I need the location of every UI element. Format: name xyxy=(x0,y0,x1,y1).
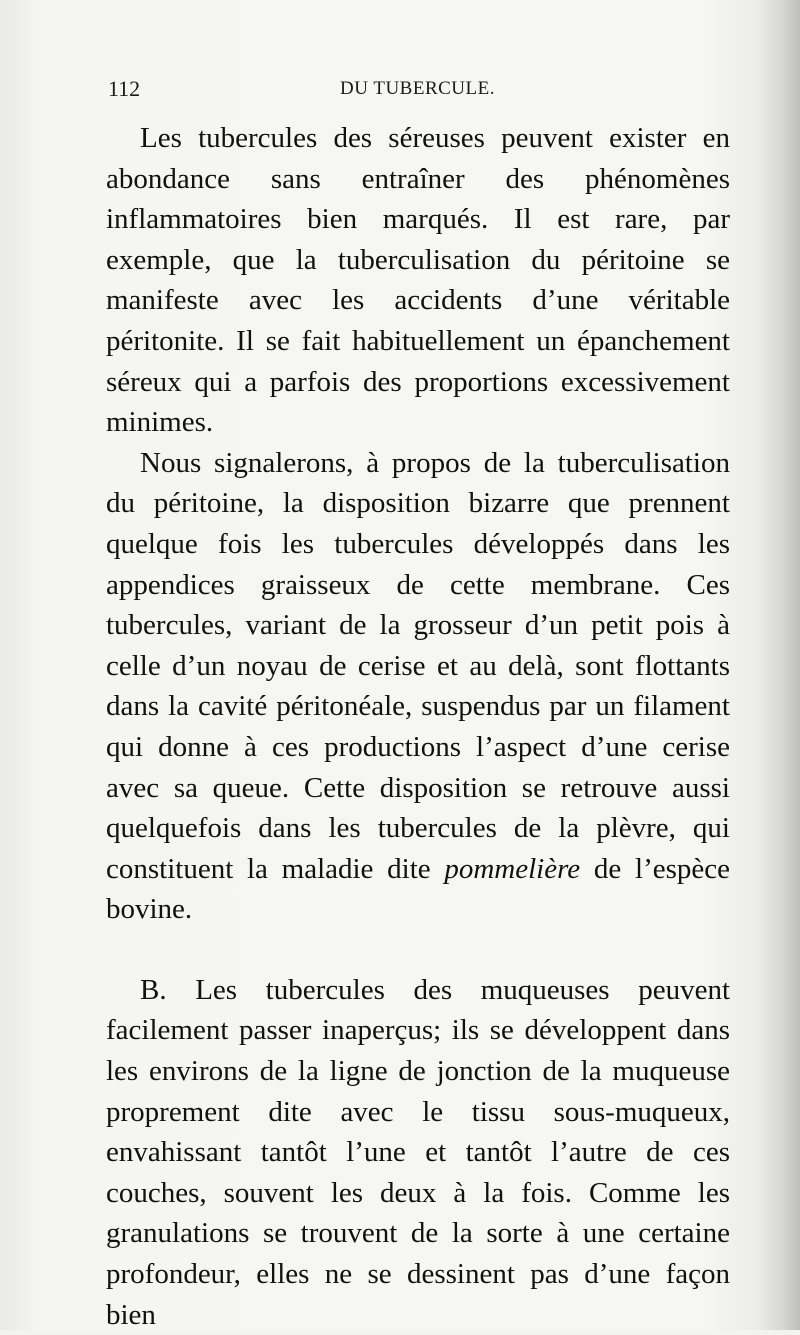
page-gutter-shadow xyxy=(758,0,800,1330)
running-title: DU TUBERCULE. xyxy=(340,78,495,99)
paragraph-2-tail: de l’espèce bovine. xyxy=(106,852,730,926)
body-text xyxy=(106,118,730,1335)
running-header xyxy=(108,76,728,104)
paragraph-2-text: Nous signalerons, à propos de la tuberculisation du péritoine, la disposition bizarre que prennent quelque fois les tubercules développés dans les appendices graisseux de cette membrane. Ces tubercules, variant de la grosseur d’un petit pois à celle d’un noyau de cerise et au delà, sont flottants dans la cavité péritonéale, suspendus par un filament qui donne à ces productions l’aspect d’une cerise avec sa queue. Cette disposition se retrouve aussi quelquefois dans les tubercules de la plèvre, qui constituent la maladie dite xyxy=(106,446,730,885)
paragraph-1: Les tubercules des séreuses peuvent exister en abondance sans entraîner des phénomènes inflammatoires bien marqués. Il est rare, par exemple, que la tuberculisation du péritoine se manifeste avec les accidents d’une véritable péritonite. Il se fait habituellement un épanchement séreux qui a parfois des proportions excessivement minimes. xyxy=(106,122,730,439)
italic-term: pommelière xyxy=(444,852,581,885)
page-number: 112 xyxy=(108,76,141,101)
paragraph-2 xyxy=(106,443,730,930)
paragraph-3: B. Les tubercules des muqueuses peuvent facilement passer inaperçus; ils se développent dans les environs de la ligne de jonction de la muqueuse proprement dite avec le tissu sous-muqueux, envahissant tantôt l’une et tantôt l’autre de ces couches, souvent les deux à la fois. Comme les granulations se trouvent de la sorte à une certaine profondeur, elles ne se dessinent pas d’une façon bien xyxy=(106,973,730,1331)
